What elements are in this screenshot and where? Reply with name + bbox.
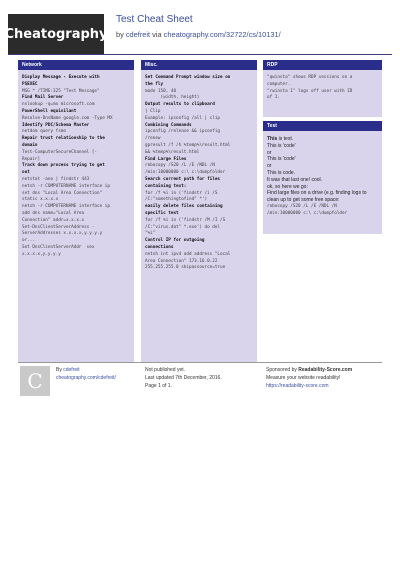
code-line: netsh -r COMPUTERNAME interface ip [22, 183, 110, 189]
author-link[interactable]: cdefreit [125, 30, 151, 39]
entry-heading [145, 82, 253, 89]
code-line: robocopy /S20 /L /E /NDL /N [267, 203, 337, 209]
entry-heading-text: Output results to clipboard [145, 102, 215, 108]
entry-heading [145, 75, 253, 82]
entry-heading [145, 238, 253, 245]
entry-heading-text: Search current path for files [145, 176, 221, 182]
misc-section-body [141, 70, 257, 363]
code-line: set dns "Local Area Connection" [22, 190, 103, 196]
text-line: or [267, 163, 272, 170]
footer-updated: Last updated 7th December, 2016. [145, 375, 222, 381]
footer-author-block [56, 366, 116, 382]
byline-via: via [150, 30, 164, 39]
code-line: of 1. [267, 95, 280, 101]
code-line: Connection" addr=x.x.x.x [22, 217, 85, 223]
code-line: robocopy /S20 /L /E /NDL /N [145, 163, 215, 169]
code-line: /min:10000000 c:\ c:\dumpfolder [145, 170, 226, 176]
text-line [267, 136, 378, 143]
code-line: /renew [145, 136, 161, 142]
footer-sponsor-prefix: Sponsored by [266, 367, 299, 373]
rdp-section-body [263, 70, 382, 117]
rdp-section [263, 60, 382, 117]
entry-heading-text: Display Message - Execute with [22, 75, 100, 80]
text-line: clean up to get some free space: [267, 197, 340, 204]
entry-heading [22, 143, 130, 150]
text-line-bold: This [267, 136, 278, 142]
code-line: (width, height) [145, 95, 200, 101]
code-line: computer. [267, 81, 291, 87]
author-avatar[interactable]: C [20, 366, 50, 396]
entry-heading-text: Repair trust relationship to the [22, 136, 105, 142]
footer-page: Page 1 of 1. [145, 383, 172, 389]
code-line: "qwinsta" shows RDP sessions on a [267, 75, 353, 80]
byline-prefix: by [116, 30, 126, 39]
code-line: Resolve-DnsName google.com -Type MX [22, 115, 113, 121]
code-line: "rwinsta 1" logs off user with ID [267, 88, 353, 94]
network-section-body [18, 70, 134, 363]
text-line: or [267, 149, 272, 156]
footer-meta-block [145, 366, 222, 390]
text-line: This is 'code' [267, 156, 296, 163]
text-line: Find large files on a drive (e.g. finding logs to [267, 190, 367, 197]
code-line: x.x.x.x,y.y.y.y [22, 251, 61, 257]
code-line: && %temp%\result.html [145, 149, 200, 155]
entry-heading-text: Set Command Prompt window size on [145, 75, 231, 80]
entry-heading-text: Combining Commands [145, 122, 192, 128]
code-line: mode 150, 40 [145, 88, 177, 94]
entry-heading-text: Identify PDC/Schema Master [22, 122, 90, 128]
footer-sponsor [266, 366, 352, 374]
page-title: Test Cheat Sheet [116, 14, 193, 25]
footer-by [56, 366, 116, 374]
code-line: for /f %i in ('findstr /i /S [145, 190, 218, 196]
code-line: add dns name="Local Area [22, 210, 85, 216]
test-section-body [263, 131, 382, 234]
entry-heading [22, 163, 130, 170]
footer-published: Not published yet. [145, 367, 186, 373]
code-line: netdom query fsmo [22, 129, 66, 135]
footer-sponsor-block [266, 366, 352, 390]
code-line: netstat -ano | findstr 443 [22, 176, 90, 182]
code-line: /C:"somethingtofind" *') [145, 197, 210, 203]
code-line: ServerAddresses x.x.x.x,y.y.y.y [22, 231, 103, 237]
footer-sponsor-tagline: Measure your website readability! [266, 375, 341, 381]
entry-heading-text: domain [22, 142, 38, 148]
text-line: It was that last one! cool. [267, 176, 323, 183]
code-line: /min:10000000 c:\ c:\dumpfolder [267, 210, 348, 216]
entry-heading-text: the fly [145, 81, 164, 87]
entry-heading [145, 102, 253, 109]
entry-heading [22, 109, 130, 116]
entry-heading-text: PowerShell equivilant [22, 108, 77, 114]
code-line: static x.x.x.x [22, 197, 59, 203]
network-section-title: Network [18, 60, 134, 70]
code-line: Area Connection" 173.16.0.22 [145, 258, 218, 264]
entry-heading-text: containing text: [145, 183, 187, 189]
misc-section-title: Misc. [141, 60, 257, 70]
code-line: Test-ComputerSecureChannel [- [22, 149, 98, 155]
code-line: gpresult /f /h %temp%\result.html [145, 142, 231, 148]
entry-heading [145, 245, 253, 252]
entry-heading-text: out [22, 170, 30, 176]
cheatography-logo[interactable]: Cheatography [8, 14, 104, 54]
entry-heading [22, 136, 130, 143]
footer-sponsor-url[interactable]: https://readability-score.com [266, 383, 329, 389]
footer-divider [18, 362, 382, 363]
sponsor-name[interactable]: Readability-Score.com [298, 367, 353, 373]
code-line: or... [22, 238, 35, 244]
code-line: | Clip [145, 108, 161, 114]
entry-heading [145, 204, 253, 211]
code-line: nslookup -q=mx microsoft.com [22, 102, 95, 108]
entry-heading [145, 177, 253, 184]
test-section [263, 121, 382, 234]
entry-heading-text: Find Large Files [145, 156, 187, 162]
header-divider [8, 54, 392, 55]
entry-heading [145, 184, 253, 191]
footer-author-link[interactable]: cdefreit [63, 367, 80, 373]
text-line: ok, so here we go: [267, 183, 308, 190]
entry-heading-text: PSEXEC [22, 81, 38, 87]
code-line: for /f %i in ('findstr /M /I /S [145, 217, 226, 223]
entry-heading-text: Track down process trying to get [22, 163, 105, 169]
code-line: "%i" [145, 231, 156, 237]
test-section-title: Test [263, 121, 382, 131]
entry-heading-text: easily delete files containing [145, 204, 223, 210]
code-line: Set DnsClientServerAddr sex [22, 244, 95, 250]
code-line: ipconfig /release && ipconfig [145, 129, 221, 135]
code-line: Repair] [22, 156, 41, 162]
entry-heading-text: Find Mail Server [22, 95, 64, 101]
text-line-rest: is text. [277, 136, 294, 142]
entry-heading [22, 170, 130, 177]
entry-heading-text: Control IP for outgoing [145, 238, 205, 244]
text-line: This is 'code' [267, 142, 296, 149]
code-line: /C:"virus.dat" *.exe') do del [145, 224, 221, 230]
entry-heading [22, 75, 130, 82]
code-line: 255.255.255.0 skipassource=true [145, 265, 226, 271]
entry-heading-text: specific text [145, 210, 179, 216]
footer-by-label: By [56, 367, 64, 373]
misc-section [141, 60, 257, 363]
code-line: Example: ipconfig /all | clip [145, 115, 221, 121]
entry-heading [145, 211, 253, 218]
code-line: Set-DnsClientServerAddress - [22, 224, 95, 230]
network-section [18, 60, 134, 363]
entry-heading-text: connections [145, 244, 174, 250]
code-line: netsh int ipv4 add address "Local [145, 251, 231, 257]
code-line: netsh -r COMPUTERNAME interface ip [22, 204, 110, 210]
text-line: This is code. [267, 169, 296, 176]
rdp-section-title: RDP [263, 60, 382, 70]
sheet-url-link[interactable]: cheatography.com/32722/cs/10131/ [163, 30, 281, 39]
code-line: MSG * /TIME:325 "Test Message" [22, 88, 100, 94]
footer-author-url[interactable]: cheatography.com/cdefreit/ [56, 375, 116, 381]
byline [116, 30, 281, 39]
entry-heading [22, 82, 130, 89]
